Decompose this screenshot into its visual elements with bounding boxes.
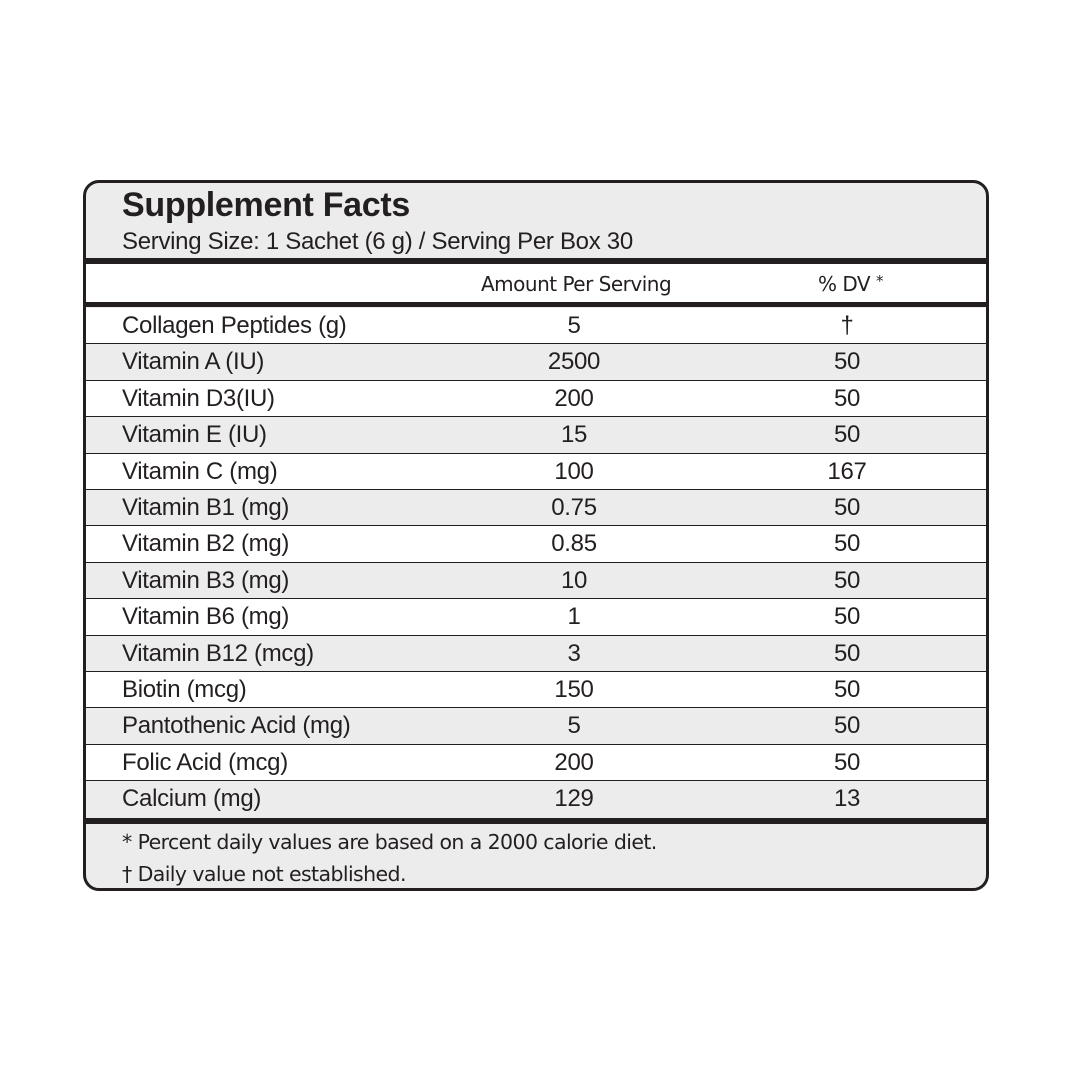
dv-value: 50: [833, 603, 861, 631]
table-row: [86, 308, 986, 344]
table-row: [86, 490, 986, 526]
dv-value: 167: [827, 457, 867, 485]
amount-value: 200: [554, 748, 594, 776]
amount-value: 5: [567, 712, 581, 740]
nutrient-name: Vitamin C (mg): [122, 457, 278, 485]
amount-value: 3: [567, 639, 581, 667]
amount-value: 0.75: [551, 493, 597, 521]
table-row: [86, 708, 986, 744]
table-row: [86, 599, 986, 635]
table-row: [86, 417, 986, 453]
dv-column-header: [818, 264, 883, 304]
dv-value: 50: [833, 530, 861, 558]
footnote-daily-values: * Percent daily values are based on a 2000 calorie diet.: [122, 830, 657, 854]
nutrient-name: Biotin (mcg): [122, 675, 247, 703]
dv-value: †: [840, 312, 854, 339]
table-row: [86, 344, 986, 380]
nutrient-name: Vitamin B2 (mg): [122, 530, 290, 558]
panel-title: Supplement Facts: [122, 186, 411, 224]
nutrient-name: Vitamin E (IU): [122, 421, 267, 449]
amount-value: 1: [567, 603, 581, 631]
dv-header-label: % DV: [818, 272, 871, 296]
dv-asterisk: *: [875, 272, 883, 290]
table-row: [86, 636, 986, 672]
dv-value: 50: [833, 384, 861, 412]
amount-value: 15: [560, 421, 588, 449]
amount-value: 10: [560, 566, 588, 594]
nutrient-name: Vitamin B12 (mcg): [122, 639, 314, 667]
nutrient-name: Vitamin B3 (mg): [122, 566, 290, 594]
nutrient-name: Vitamin B1 (mg): [122, 493, 290, 521]
nutrient-name: Vitamin A (IU): [122, 348, 265, 376]
dv-value: 50: [833, 675, 861, 703]
nutrient-name: Vitamin D3(IU): [122, 384, 275, 412]
dv-value: 50: [833, 493, 861, 521]
amount-value: 2500: [547, 348, 601, 376]
amount-column-header: Amount Per Serving: [481, 272, 672, 296]
dv-value: 50: [833, 748, 861, 776]
nutrient-name: Vitamin B6 (mg): [122, 603, 290, 631]
nutrient-table: [86, 308, 986, 816]
table-row: [86, 526, 986, 562]
amount-value: 129: [554, 785, 594, 813]
dv-value: 13: [833, 785, 861, 813]
nutrient-name: Collagen Peptides (g): [122, 312, 347, 339]
table-row: [86, 745, 986, 781]
table-row: [86, 381, 986, 417]
dv-value: 50: [833, 566, 861, 594]
supplement-facts-panel: [83, 180, 989, 891]
nutrient-name: Folic Acid (mcg): [122, 748, 288, 776]
amount-value: 100: [554, 457, 594, 485]
amount-value: 5: [567, 312, 581, 339]
serving-size-line: Serving Size: 1 Sachet (6 g) / Serving Per Box 30: [122, 228, 633, 255]
table-row: [86, 563, 986, 599]
nutrient-name: Calcium (mg): [122, 785, 262, 813]
column-header-row: [86, 264, 986, 302]
amount-value: 150: [554, 675, 594, 703]
amount-value: 0.85: [551, 530, 597, 558]
header-thick-divider: [86, 302, 986, 307]
footnote-not-established: † Daily value not established.: [122, 862, 406, 886]
dv-value: 50: [833, 712, 861, 740]
dv-value: 50: [833, 348, 861, 376]
table-row: [86, 454, 986, 490]
dv-value: 50: [833, 639, 861, 667]
amount-value: 200: [554, 384, 594, 412]
table-row: [86, 781, 986, 816]
nutrient-name: Pantothenic Acid (mg): [122, 712, 351, 740]
dv-value: 50: [833, 421, 861, 449]
table-row: [86, 672, 986, 708]
bottom-thick-divider: [86, 818, 986, 824]
